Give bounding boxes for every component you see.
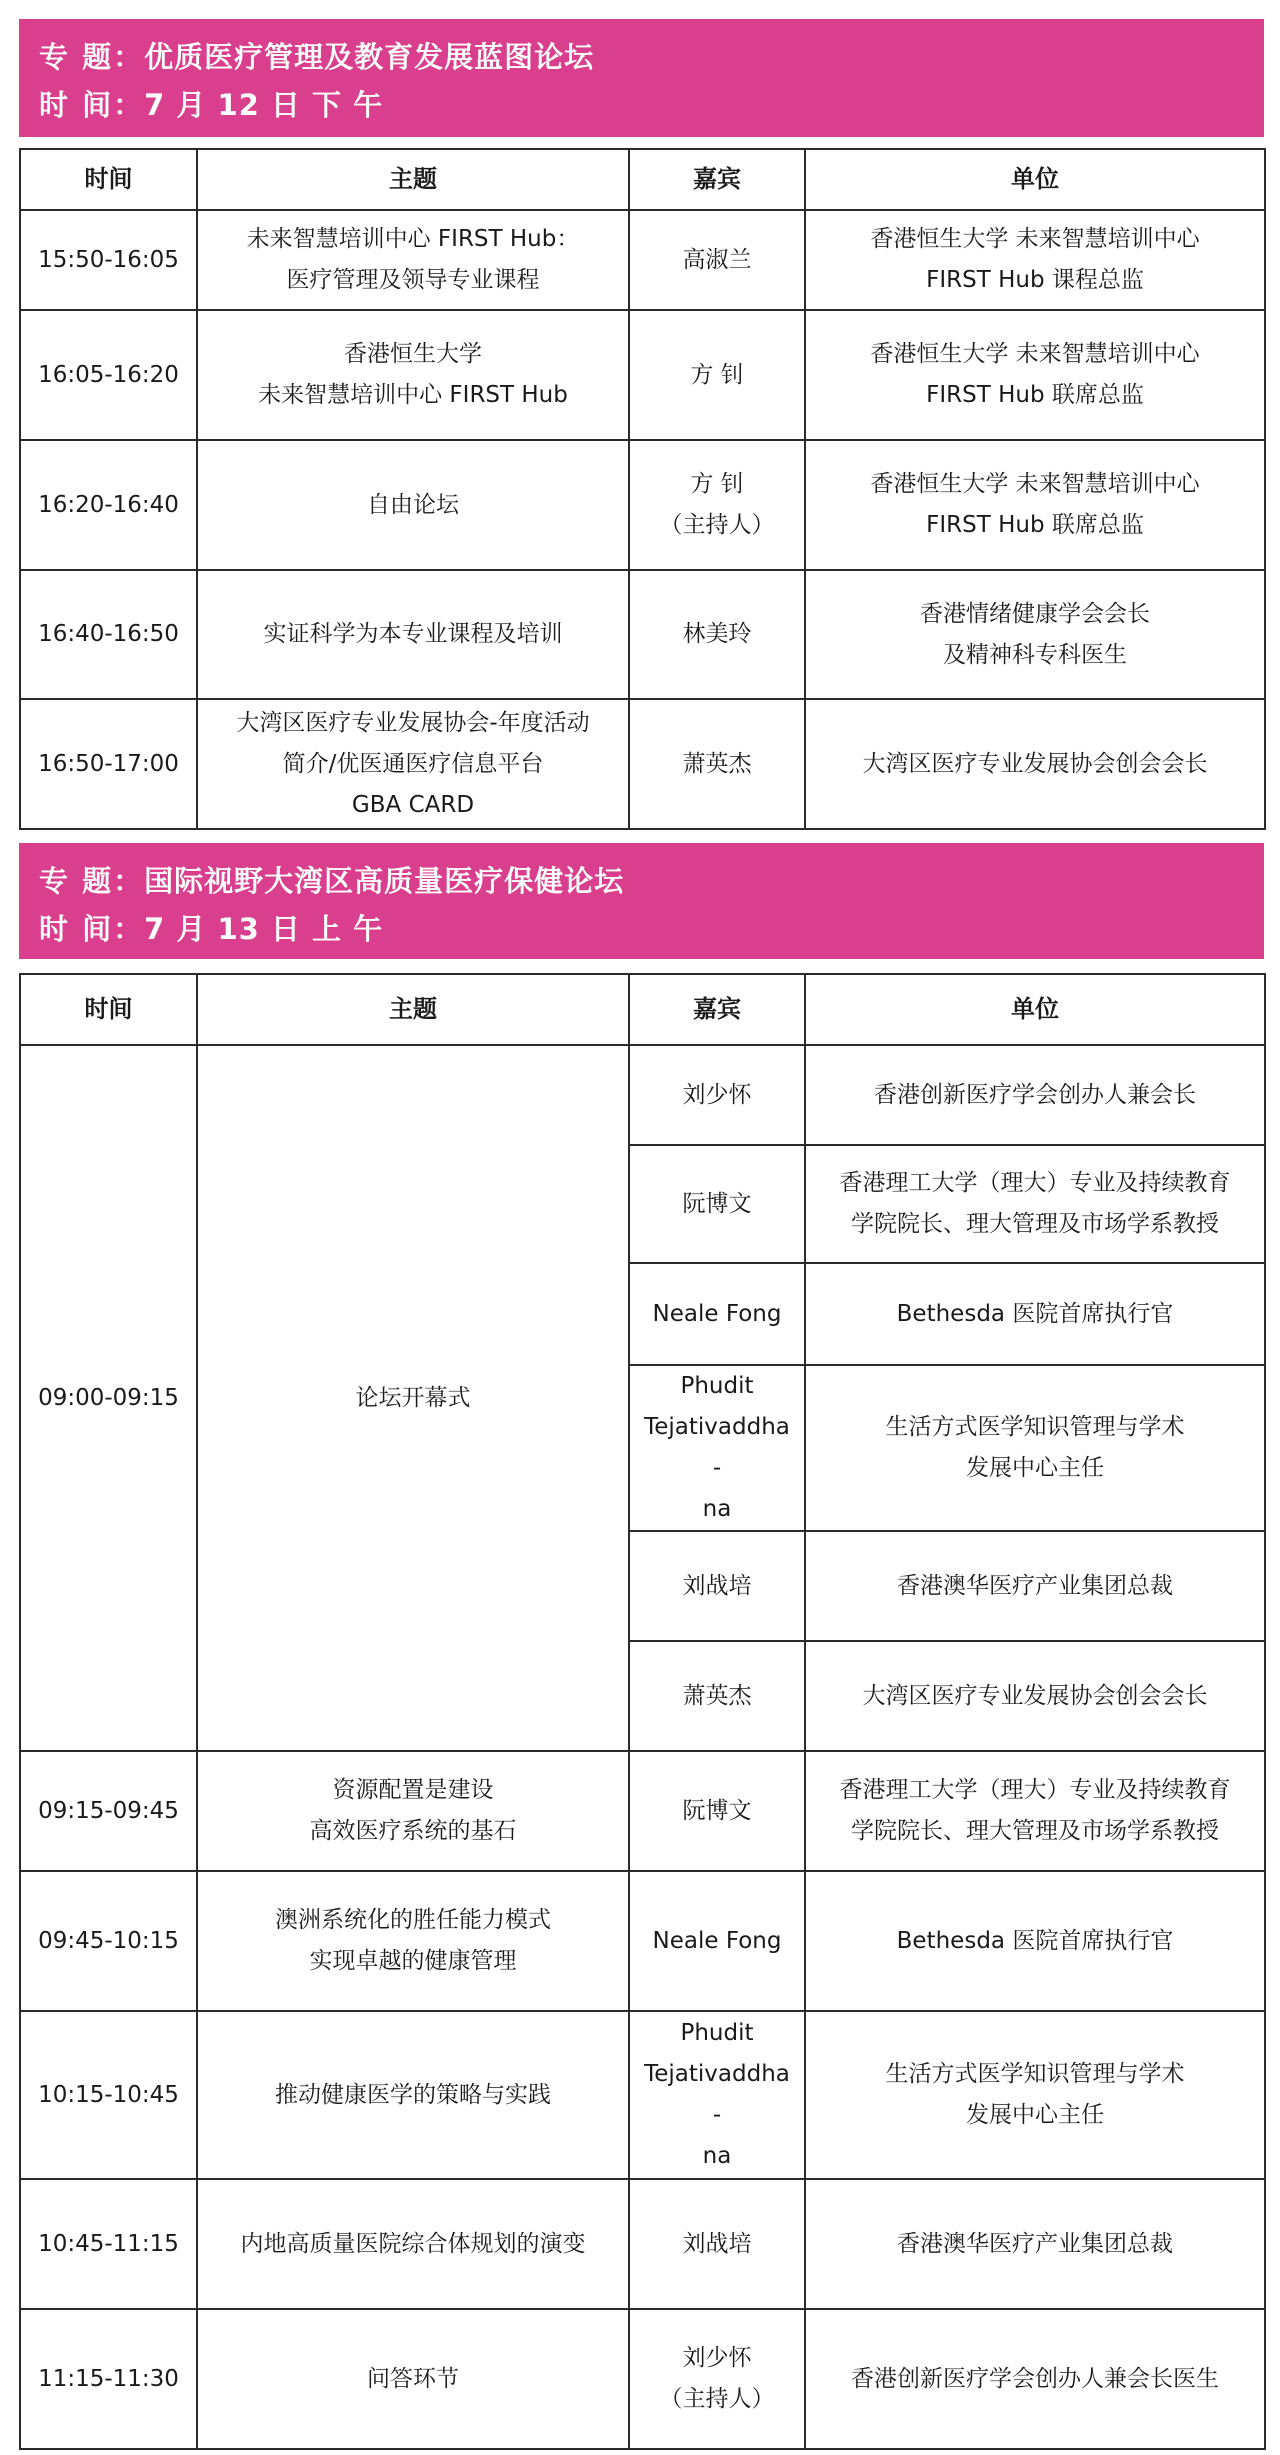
row-time: 16:40-16:50 <box>20 570 197 699</box>
header-org: 单位 <box>805 149 1265 210</box>
row-org: 大湾区医疗专业发展协会创会会长 <box>805 699 1265 829</box>
row-topic: 大湾区医疗专业发展协会-年度活动 简介/优医通医疗信息平台 GBA CARD <box>197 699 629 829</box>
row-guest: 刘少怀 （主持人） <box>629 2309 805 2449</box>
session-title-line <box>39 33 1264 81</box>
table-header-row <box>20 149 1265 210</box>
row-org: 香港创新医疗学会创办人兼会长 <box>805 1045 1265 1145</box>
opening-time: 09:00-09:15 <box>20 1045 197 1751</box>
session-title: 优质医疗管理及教育发展蓝图论坛 <box>144 40 595 74</box>
header-time: 时间 <box>20 974 197 1045</box>
row-org: 香港澳华医疗产业集团总裁 <box>805 1531 1265 1641</box>
row-org: Bethesda 医院首席执行官 <box>805 1263 1265 1365</box>
row-org: 香港澳华医疗产业集团总裁 <box>805 2179 1265 2309</box>
row-org: 香港创新医疗学会创办人兼会长医生 <box>805 2309 1265 2449</box>
row-topic: 推动健康医学的策略与实践 <box>197 2011 629 2179</box>
table-row <box>20 1751 1265 1871</box>
row-topic: 实证科学为本专业课程及培训 <box>197 570 629 699</box>
table-row <box>20 310 1265 440</box>
session-time-line <box>39 905 1264 953</box>
row-org: 香港理工大学（理大）专业及持续教育 学院院长、理大管理及市场学系教授 <box>805 1145 1265 1263</box>
header-org: 单位 <box>805 974 1265 1045</box>
table-row <box>20 699 1265 829</box>
row-guest: Neale Fong <box>629 1263 805 1365</box>
row-topic: 未来智慧培训中心 FIRST Hub： 医疗管理及领导专业课程 <box>197 210 629 310</box>
row-topic: 资源配置是建设 高效医疗系统的基石 <box>197 1751 629 1871</box>
session-time: 7 月 12 日 下 午 <box>144 88 384 122</box>
table-row <box>20 210 1265 310</box>
row-org: 香港恒生大学 未来智慧培训中心 FIRST Hub 联席总监 <box>805 440 1265 570</box>
row-time: 16:05-16:20 <box>20 310 197 440</box>
header-guest: 嘉宾 <box>629 974 805 1045</box>
topic-label: 专 题： <box>39 864 145 898</box>
topic-label: 专 题： <box>39 40 145 74</box>
header-topic: 主题 <box>197 149 629 210</box>
opening-topic: 论坛开幕式 <box>197 1045 629 1751</box>
row-guest: 萧英杰 <box>629 699 805 829</box>
row-time: 16:50-17:00 <box>20 699 197 829</box>
row-time: 09:15-09:45 <box>20 1751 197 1871</box>
row-topic: 内地高质量医院综合体规划的演变 <box>197 2179 629 2309</box>
session-time: 7 月 13 日 上 午 <box>144 912 384 946</box>
row-time: 09:45-10:15 <box>20 1871 197 2011</box>
row-topic: 自由论坛 <box>197 440 629 570</box>
row-topic: 澳洲系统化的胜任能力模式 实现卓越的健康管理 <box>197 1871 629 2011</box>
row-org: 香港恒生大学 未来智慧培训中心 FIRST Hub 课程总监 <box>805 210 1265 310</box>
session-banner-2 <box>19 843 1264 959</box>
table-row <box>20 570 1265 699</box>
schedule-table-1 <box>19 148 1266 830</box>
header-topic: 主题 <box>197 974 629 1045</box>
row-guest: 林美玲 <box>629 570 805 699</box>
row-org: 生活方式医学知识管理与学术 发展中心主任 <box>805 1365 1265 1531</box>
row-org: 生活方式医学知识管理与学术 发展中心主任 <box>805 2011 1265 2179</box>
table-row <box>20 2309 1265 2449</box>
row-guest: 阮博文 <box>629 1751 805 1871</box>
row-guest: 阮博文 <box>629 1145 805 1263</box>
row-guest: 方 钊 <box>629 310 805 440</box>
table-row <box>20 2179 1265 2309</box>
schedule-table-2 <box>19 973 1266 2450</box>
row-org: Bethesda 医院首席执行官 <box>805 1871 1265 2011</box>
row-time: 15:50-16:05 <box>20 210 197 310</box>
row-guest: 萧英杰 <box>629 1641 805 1751</box>
header-time: 时间 <box>20 149 197 210</box>
row-guest: 刘少怀 <box>629 1045 805 1145</box>
table-header-row <box>20 974 1265 1045</box>
header-guest: 嘉宾 <box>629 149 805 210</box>
session-time-line <box>39 81 1264 129</box>
time-label: 时 间： <box>39 88 145 122</box>
row-org: 香港恒生大学 未来智慧培训中心 FIRST Hub 联席总监 <box>805 310 1265 440</box>
row-guest: Phudit Tejativaddha - na <box>629 1365 805 1531</box>
row-topic: 问答环节 <box>197 2309 629 2449</box>
session-banner-1 <box>19 19 1264 137</box>
row-guest: 刘战培 <box>629 2179 805 2309</box>
row-guest: 方 钊 （主持人） <box>629 440 805 570</box>
row-org: 香港情绪健康学会会长 及精神科专科医生 <box>805 570 1265 699</box>
row-guest: Neale Fong <box>629 1871 805 2011</box>
row-time: 10:15-10:45 <box>20 2011 197 2179</box>
row-guest: 刘战培 <box>629 1531 805 1641</box>
row-guest: Phudit Tejativaddha - na <box>629 2011 805 2179</box>
time-label: 时 间： <box>39 912 145 946</box>
row-topic: 香港恒生大学 未来智慧培训中心 FIRST Hub <box>197 310 629 440</box>
session-title: 国际视野大湾区高质量医疗保健论坛 <box>144 864 625 898</box>
table-row <box>20 2011 1265 2179</box>
row-time: 16:20-16:40 <box>20 440 197 570</box>
table-row <box>20 1871 1265 2011</box>
table-row <box>20 440 1265 570</box>
table-row <box>20 1045 1265 1145</box>
row-org: 大湾区医疗专业发展协会创会会长 <box>805 1641 1265 1751</box>
row-org: 香港理工大学（理大）专业及持续教育 学院院长、理大管理及市场学系教授 <box>805 1751 1265 1871</box>
session-title-line <box>39 857 1264 905</box>
row-guest: 高淑兰 <box>629 210 805 310</box>
row-time: 10:45-11:15 <box>20 2179 197 2309</box>
row-time: 11:15-11:30 <box>20 2309 197 2449</box>
